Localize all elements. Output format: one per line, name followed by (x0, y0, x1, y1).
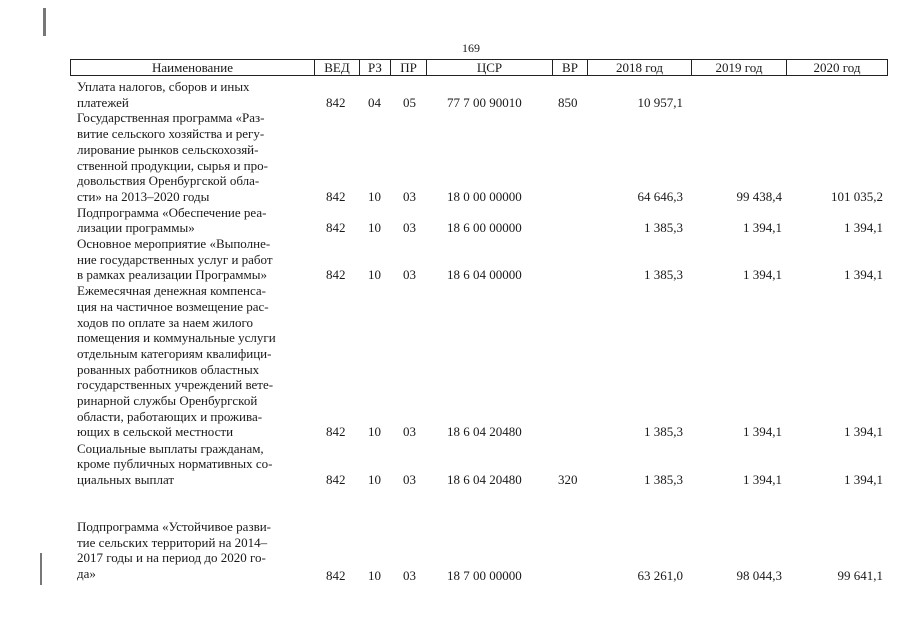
cell-csr: 18 6 04 00000 (447, 267, 522, 283)
header-2019: 2019 год (715, 60, 763, 75)
scan-mark-top-left (43, 8, 46, 36)
table-row (0, 441, 905, 489)
cell-pr: 03 (403, 220, 416, 236)
row-name: Государственная программа «Раз- витие сельского хозяйства и регу- лирование рынков сельскохозяй- ственной продукции, сырья и про- довольствия Оренбургской обла- сти» на 2013–2020 годы (77, 110, 268, 204)
cell-rz: 10 (368, 267, 381, 283)
cell-2020: 1 394,1 (844, 267, 883, 283)
cell-csr: 18 6 00 00000 (447, 220, 522, 236)
cell-2020: 1 394,1 (844, 471, 883, 487)
table-row (0, 519, 905, 583)
row-name: Уплата налогов, сборов и иных платежей (77, 79, 250, 110)
cell-rz: 04 (368, 94, 381, 110)
cell-2020: 1 394,1 (844, 220, 883, 236)
row-name: Подпрограмма «Устойчивое разви- тие сельских территорий на 2014– 2017 годы и на период до 2020 го- да» (77, 519, 272, 582)
cell-ved: 842 (326, 220, 346, 236)
cell-rz: 10 (368, 568, 381, 583)
cell-2019: 1 394,1 (743, 220, 782, 236)
cell-ved: 842 (326, 424, 346, 440)
cell-rz: 10 (368, 424, 381, 440)
cell-2019: 98 044,3 (736, 568, 782, 583)
cell-csr: 18 7 00 00000 (447, 568, 522, 583)
cell-pr: 03 (403, 267, 416, 283)
cell-2018: 64 646,3 (637, 188, 683, 204)
row-name: Подпрограмма «Обеспечение реа- лизации программы» (77, 204, 267, 236)
header-2020: 2020 год (813, 60, 861, 75)
cell-2018: 63 261,0 (637, 568, 683, 583)
cell-pr: 05 (403, 94, 416, 110)
header-vr: ВР (562, 60, 578, 75)
header-pr: ПР (400, 60, 417, 75)
cell-ved: 842 (326, 471, 346, 487)
header-csr: ЦСР (476, 60, 503, 75)
header-2018: 2018 год (616, 60, 663, 75)
cell-2019: 1 394,1 (743, 471, 782, 487)
cell-2018: 10 957,1 (637, 94, 683, 110)
cell-rz: 10 (368, 188, 381, 204)
cell-pr: 03 (403, 188, 416, 204)
table-row (0, 205, 905, 237)
cell-csr: 18 0 00 00000 (447, 188, 522, 204)
cell-2018: 1 385,3 (644, 220, 683, 236)
table-header (70, 59, 888, 76)
row-name: Основное мероприятие «Выполне- ние государственных услуг и работ в рамках реализации Программы» (77, 236, 273, 283)
cell-rz: 10 (368, 471, 381, 487)
cell-ved: 842 (326, 94, 346, 110)
header-rz: РЗ (368, 60, 382, 75)
header-ved: ВЕД (324, 60, 350, 75)
table-row (0, 79, 905, 111)
cell-2019: 99 438,4 (736, 188, 782, 204)
table-row (0, 110, 905, 205)
cell-2019: 1 394,1 (743, 267, 782, 283)
cell-csr: 18 6 04 20480 (447, 471, 522, 487)
cell-2018: 1 385,3 (644, 267, 683, 283)
cell-ved: 842 (326, 267, 346, 283)
cell-vr: 320 (558, 471, 578, 487)
cell-vr: 850 (558, 94, 578, 110)
cell-pr: 03 (403, 471, 416, 487)
cell-rz: 10 (368, 220, 381, 236)
page-number: 169 (462, 41, 480, 55)
cell-pr: 03 (403, 424, 416, 440)
table-row (0, 236, 905, 284)
row-name: Ежемесячная денежная компенса- ция на частичное возмещение рас- ходов по оплате за наем жилого помещения и коммунальные услуги отдельным категориям квалифици- рованных работников областных государственных учреждений вете- ринарной службы Оренбургской области, работающих и прожива- ющих в сельской местности (77, 283, 276, 440)
cell-csr: 18 6 04 20480 (447, 424, 522, 440)
table-row (0, 283, 905, 441)
cell-ved: 842 (326, 188, 346, 204)
header-name: Наименование (152, 60, 233, 75)
cell-csr: 77 7 00 90010 (447, 94, 522, 110)
cell-2020: 1 394,1 (844, 424, 883, 440)
cell-2018: 1 385,3 (644, 471, 683, 487)
cell-ved: 842 (326, 568, 346, 583)
cell-2018: 1 385,3 (644, 424, 683, 440)
cell-2019: 1 394,1 (743, 424, 782, 440)
cell-2020: 99 641,1 (837, 568, 883, 583)
cell-pr: 03 (403, 568, 416, 583)
cell-2020: 101 035,2 (831, 188, 883, 204)
row-name: Социальные выплаты гражданам, кроме публичных нормативных со- циальных выплат (77, 440, 273, 487)
